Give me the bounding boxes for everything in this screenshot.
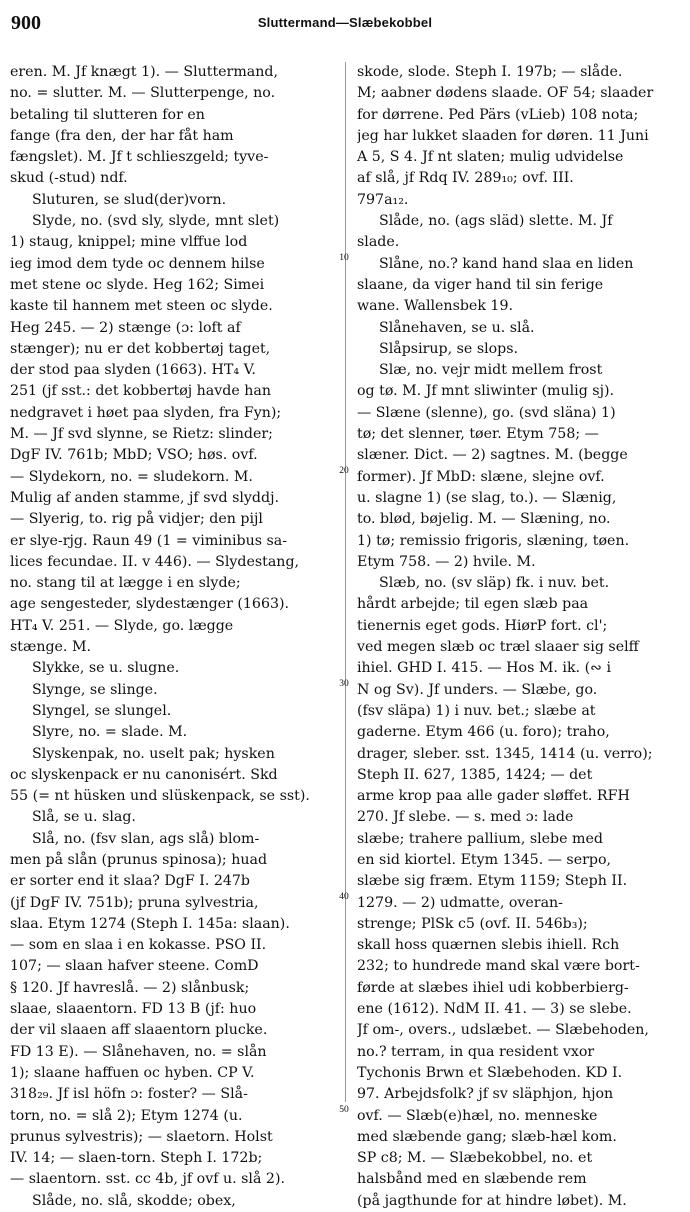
text-line: Slå, se u. slag. <box>32 809 136 826</box>
text-line: Slyde, no. (svd sly, slyde, mnt slet) <box>32 213 280 230</box>
text-line: u. slagne 1) (se slag, to.). — Slænig, <box>357 489 617 506</box>
text-line: age sengesteder, slydestænger (1663). <box>10 596 290 613</box>
text-line: A 5, S 4. Jf nt slaten; mulig udvidelse <box>357 149 624 166</box>
text-line: met stene oc slyde. Heg 162; Simei <box>10 276 265 293</box>
dictionary-columns <box>0 62 690 1209</box>
text-line: fængslet). M. Jf t schlieszgeld; tyve- <box>10 149 269 166</box>
text-line: slaa. Etym 1274 (Steph I. 145a: slaan). <box>10 915 290 932</box>
text-line: — Slyerig, to. rig på vidjer; den pijl <box>10 511 263 528</box>
text-line: prunus sylvestris); — slaetorn. Holst <box>10 1128 273 1145</box>
text-line: Jf om-, overs., udslæbet. — Slæbehoden, <box>357 1022 649 1039</box>
text-line: stænge. M. <box>10 639 91 656</box>
line-number: 20 <box>339 466 349 476</box>
text-line: hårdt arbejde; til egen slæb paa <box>357 596 589 613</box>
text-line: wane. Wallensbek 19. <box>357 298 513 315</box>
text-line: 232; to hundrede mand skal være bort- <box>357 958 640 975</box>
line-number: 50 <box>339 1105 349 1115</box>
text-line: § 120. Jf havreslå. — 2) slånbusk; <box>10 979 250 996</box>
text-line: 251 (jf sst.: det kobbertøj havde han <box>10 383 272 400</box>
text-line: Slynge, se slinge. <box>32 681 158 698</box>
text-line: Slånehaven, se u. slå. <box>379 319 535 336</box>
text-line: N og Sv). Jf unders. — Slæbe, go. <box>357 681 598 698</box>
text-line: — Slæne (slenne), go. (svd släna) 1) <box>357 404 616 421</box>
text-line: kaste til hannem met steen oc slyde. <box>10 298 273 315</box>
text-line: Tychonis Brwn et Slæbehoden. KD I. <box>357 1064 623 1081</box>
text-line: fange (fra den, der har fåt ham <box>10 127 234 144</box>
text-line: — som en slaa i en kokasse. PSO II. <box>10 937 267 954</box>
text-line: tienernis eget gods. HiørP fort. cl'; <box>357 617 608 634</box>
text-line: 1); slaane haffuen oc hyben. CP V. <box>10 1064 255 1081</box>
text-line: HT₄ V. 251. — Slyde, go. lægge <box>10 617 234 634</box>
text-line: no. stang til at lægge i en slyde; <box>10 575 241 592</box>
text-line: Slæb, no. (sv släp) fk. i nuv. bet. <box>379 575 610 592</box>
page-header <box>0 0 690 46</box>
text-line: en sid kiortel. Etym 1345. — serpo, <box>357 851 612 868</box>
text-line: Etym 758. — 2) hvile. M. <box>357 553 536 570</box>
text-line: Slåde, no. slå, skodde; obex, <box>32 1192 236 1209</box>
text-line: arme krop paa alle gader sløffet. RFH <box>357 788 630 805</box>
text-line: Mulig af anden stamme, jf svd slyddj. <box>10 489 279 506</box>
text-line: førde at slæbes ihiel udi kobberbierg- <box>357 979 629 996</box>
left-column <box>10 62 335 1212</box>
text-line: Slykke, se u. slugne. <box>32 660 180 677</box>
text-line: med slæbende gang; slæb-hæl kom. <box>357 1128 617 1145</box>
text-line: 97. Arbejdsfolk? jf sv släphjon, hjon <box>357 1086 614 1103</box>
text-line: 318₂₉. Jf isl höfn ɔ: foster? — Slå- <box>10 1086 248 1103</box>
right-column <box>357 62 681 1212</box>
text-line: DgF IV. 761b; MbD; VSO; høs. ovf. <box>10 447 258 464</box>
page-number: 900 <box>11 12 41 34</box>
text-line: er sorter end it slaa? DgF I. 247b <box>10 873 251 890</box>
text-line: Slyre, no. = slade. M. <box>32 724 188 741</box>
line-number: 10 <box>339 253 349 263</box>
text-line: gaderne. Etym 466 (u. foro); traho, <box>357 724 610 741</box>
text-line: former). Jf MbD: slæne, slejne ovf. <box>357 468 605 485</box>
text-line: to. blød, bøjelig. M. — Slæning, no. <box>357 511 611 528</box>
text-line: ved megen slæb oc træl slaaer sig selff <box>357 639 639 656</box>
text-line: strenge; PlSk c5 (ovf. II. 546b₃); <box>357 915 588 932</box>
text-line: — Slydekorn, no. = sludekorn. M. <box>10 468 253 485</box>
text-line: for dørrene. Ped Pärs (vLieb) 108 nota; <box>357 106 639 123</box>
text-line: skode, slode. Steph I. 197b; — slåde. <box>357 64 623 80</box>
text-line: slæner. Dict. — 2) sagtnes. M. (begge <box>357 447 628 464</box>
text-line: jeg har lukket slaaden for døren. 11 Juni <box>357 127 649 144</box>
text-line: stænger); nu er det kobbertøj taget, <box>10 340 271 357</box>
text-line: Slæ, no. vejr midt mellem frost <box>379 362 603 379</box>
text-line: oc slyskenpack er nu canonisért. Skd <box>10 766 278 783</box>
text-line: Slyskenpak, no. uselt pak; hysken <box>32 745 275 762</box>
text-line: Sluturen, se slud(der)vorn. <box>32 191 227 208</box>
text-line: slæbe; trahere pallium, slebe med <box>357 830 603 847</box>
text-line: tø; det slenner, tøer. Etym 758; — <box>357 426 599 443</box>
text-line: 1279. — 2) udmatte, overan- <box>357 894 563 911</box>
text-line: ene (1612). NdM II. 41. — 3) se slebe. <box>357 1001 632 1018</box>
text-line: slaae, slaaentorn. FD 13 B (jf: huo <box>10 1001 257 1018</box>
text-line: 1) staug, knippel; mine vlffue lod <box>10 234 248 251</box>
text-line: er slye-rjg. Raun 49 (1 = viminibus sa- <box>10 532 288 549</box>
text-line: Slyngel, se slungel. <box>32 702 172 719</box>
text-line: skall hoss quærnen slebis ihiell. Rch <box>357 937 620 954</box>
text-line: der stod paa slyden (1663). HT₄ V. <box>10 362 256 379</box>
text-line: (på jagthunde for at hindre løbet). M. <box>357 1192 627 1209</box>
text-line: 270. Jf slebe. — s. med ɔ: lade <box>357 809 574 826</box>
text-line: M. — Jf svd slynne, se Rietz: slinder; <box>10 426 273 443</box>
text-line: (jf DgF IV. 751b); pruna sylvestria, <box>10 894 259 911</box>
text-line: 107; — slaan hafver steene. ComD <box>10 958 259 975</box>
text-line: Heg 245. — 2) stænge (ɔ: loft af <box>10 319 241 336</box>
text-line: betaling til slutteren for en <box>10 106 205 123</box>
text-line: ihiel. GHD I. 415. — Hos M. ik. (∾ i <box>357 660 612 677</box>
line-number: 30 <box>339 679 349 689</box>
text-line: Slåne, no.? kand hand slaa en liden <box>379 255 634 272</box>
text-line: slade. <box>357 234 400 251</box>
text-line: eren. M. Jf knægt 1). — Sluttermand, <box>10 64 278 80</box>
text-line: slæbe sig fræm. Etym 1159; Steph II. <box>357 873 628 890</box>
text-line: M; aabner dødens slaade. OF 54; slaader <box>357 85 654 102</box>
text-line: Steph II. 627, 1385, 1424; — det <box>357 766 593 783</box>
text-line: skud (-stud) ndf. <box>10 170 128 187</box>
text-line: Slåde, no. (ags släd) slette. M. Jf <box>379 213 613 230</box>
text-line: ieg imod dem tyde oc dennem hilse <box>10 255 265 272</box>
text-line: nedgravet i høet paa slyden, fra Fyn); <box>10 404 282 421</box>
text-line: der vil slaaen aff slaaentorn plucke. <box>10 1022 268 1039</box>
text-line: og tø. M. Jf mnt sliwinter (mulig sj). <box>357 383 615 400</box>
text-line: af slå, jf Rdq IV. 289₁₀; ovf. III. <box>357 170 574 187</box>
text-line: SP c8; M. — Slæbekobbel, no. et <box>357 1150 593 1167</box>
text-line: halsbånd med en slæbende rem <box>357 1171 587 1188</box>
text-line: torn, no. = slå 2); Etym 1274 (u. <box>10 1107 243 1124</box>
text-line: Slå, no. (fsv slan, ags slå) blom- <box>32 830 260 847</box>
text-line: — slaentorn. sst. cc 4b, jf ovf u. slå 2). <box>10 1171 285 1188</box>
text-line: lices fecundae. II. v 446). — Slydestang, <box>10 553 300 570</box>
text-line: 797a₁₂. <box>357 191 409 208</box>
text-line: 55 (= nt hüsken und slüskenpack, se sst). <box>10 788 310 805</box>
text-line: Slåpsirup, se slops. <box>379 340 519 357</box>
text-line: drager, sleber. sst. 1345, 1414 (u. verro); <box>357 745 653 762</box>
text-line: ovf. — Slæb(e)hæl, no. menneske <box>357 1107 598 1124</box>
text-line: no. = slutter. M. — Slutterpenge, no. <box>10 85 276 102</box>
text-line: FD 13 E). — Slånehaven, no. = slån <box>10 1043 267 1060</box>
text-line: IV. 14; — slaen-torn. Steph I. 172b; <box>10 1150 263 1167</box>
text-line: men på slån (prunus spinosa); huad <box>10 851 268 868</box>
running-head: Sluttermand—Slæbekobbel <box>257 15 433 30</box>
text-line: (fsv släpa) 1) i nuv. bet.; slæbe at <box>357 702 596 719</box>
text-line: slaane, da viger hand til sin ferige <box>357 276 604 293</box>
line-number: 40 <box>339 892 349 902</box>
text-line: 1) tø; remissio frigoris, slæning, tøen. <box>357 532 630 549</box>
text-line: no.? terram, in qua resident vxor <box>357 1043 595 1060</box>
